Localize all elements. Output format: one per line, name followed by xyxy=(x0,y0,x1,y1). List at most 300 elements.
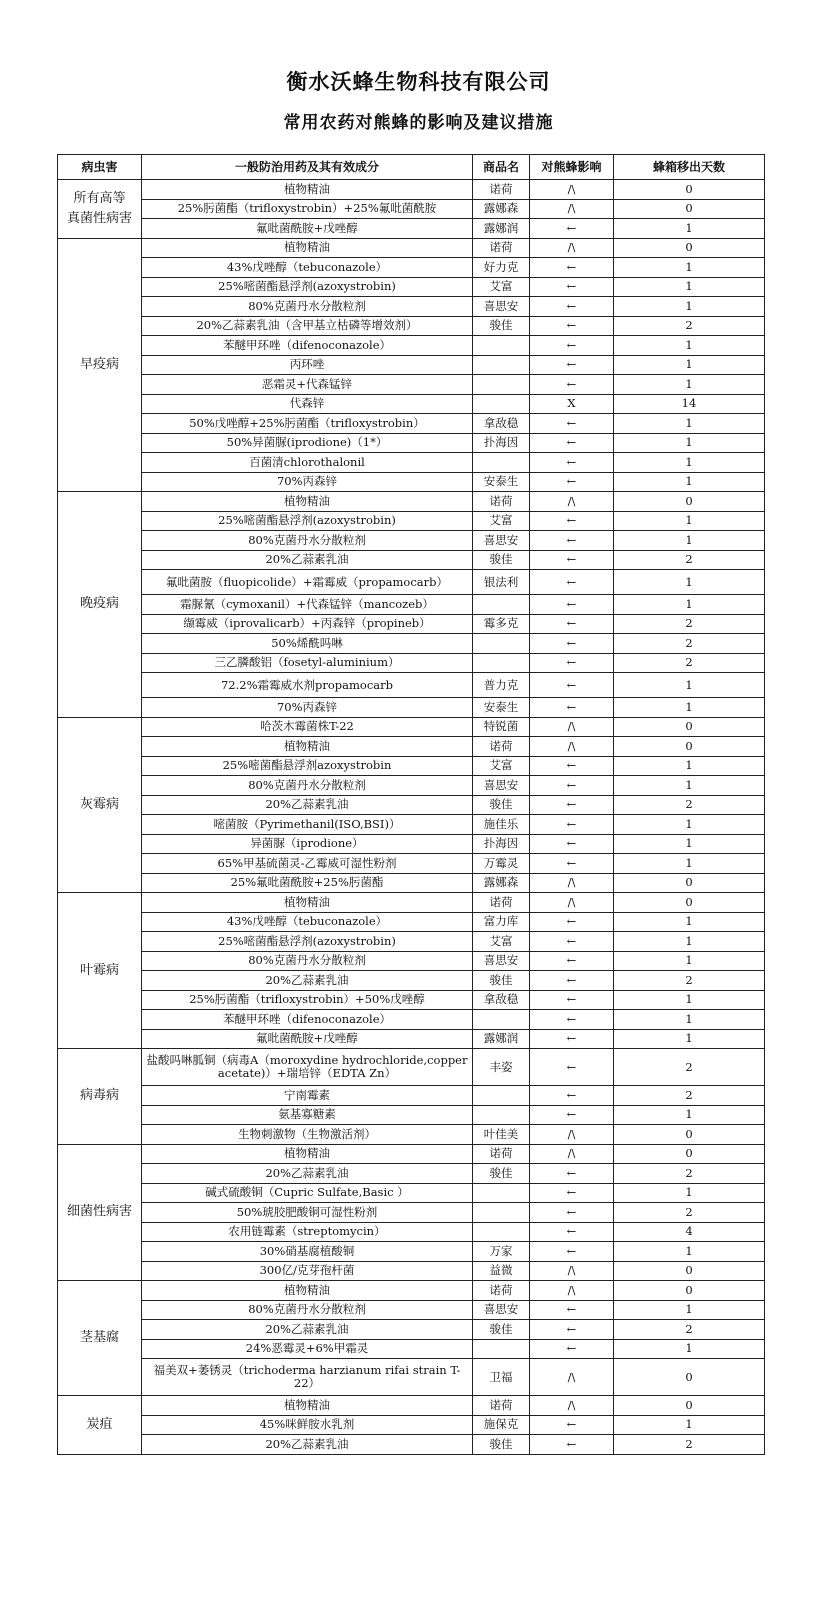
hive-days-cell: 14 xyxy=(614,394,765,414)
brand-cell: 诺荷 xyxy=(473,737,530,757)
hive-days-cell: 1 xyxy=(614,1029,765,1049)
ingredient-cell: 20%乙蒜素乳油 xyxy=(142,550,473,570)
hive-days-cell: 1 xyxy=(614,355,765,375)
table-row xyxy=(58,990,765,1010)
bee-impact-cell: ← xyxy=(530,511,614,531)
brand-cell: 诺荷 xyxy=(473,893,530,913)
brand-cell xyxy=(473,336,530,356)
hive-days-cell: 1 xyxy=(614,1415,765,1435)
bee-impact-cell: /\ xyxy=(530,1261,614,1281)
ingredient-cell: 福美双+萎锈灵（trichoderma harzianum rifai strain T-22） xyxy=(142,1359,473,1396)
table-row xyxy=(58,756,765,776)
hive-days-cell: 1 xyxy=(614,414,765,434)
header-brand: 商品名 xyxy=(473,155,530,180)
bee-impact-cell: ← xyxy=(530,1222,614,1242)
table-row xyxy=(58,199,765,219)
table-row xyxy=(58,355,765,375)
disease-cell: 所有高等 真菌性病害 xyxy=(58,180,142,239)
disease-cell: 细菌性病害 xyxy=(58,1144,142,1281)
hive-days-cell: 2 xyxy=(614,550,765,570)
brand-cell xyxy=(473,1105,530,1125)
hive-days-cell: 0 xyxy=(614,1125,765,1145)
table-row xyxy=(58,717,765,737)
brand-cell xyxy=(473,634,530,654)
brand-cell xyxy=(473,1010,530,1030)
ingredient-cell: 盐酸吗啉胍铜（病毒A（moroxydine hydrochloride,copper acetate)）+瑞培锌（EDTA Zn） xyxy=(142,1049,473,1086)
bee-impact-cell: ← xyxy=(530,219,614,239)
table-row xyxy=(58,834,765,854)
table-row xyxy=(58,258,765,278)
hive-days-cell: 2 xyxy=(614,971,765,991)
bee-impact-cell: ← xyxy=(530,453,614,473)
brand-cell: 叶佳美 xyxy=(473,1125,530,1145)
brand-cell: 银法利 xyxy=(473,570,530,595)
brand-cell: 安泰生 xyxy=(473,698,530,718)
header-disease: 病虫害 xyxy=(58,155,142,180)
table-row xyxy=(58,1164,765,1184)
bee-impact-cell: ← xyxy=(530,614,614,634)
hive-days-cell: 1 xyxy=(614,258,765,278)
table-row xyxy=(58,1320,765,1340)
bee-impact-cell: ← xyxy=(530,375,614,395)
ingredient-cell: 氟吡菌酰胺+戊唑醇 xyxy=(142,219,473,239)
disease-cell: 炭疽 xyxy=(58,1396,142,1455)
bee-impact-cell: ← xyxy=(530,336,614,356)
ingredient-cell: 生物刺激物（生物激活剂） xyxy=(142,1125,473,1145)
bee-impact-cell: ← xyxy=(530,1164,614,1184)
brand-cell: 喜思安 xyxy=(473,531,530,551)
table-row xyxy=(58,634,765,654)
bee-impact-cell: ← xyxy=(530,355,614,375)
brand-cell: 万家 xyxy=(473,1242,530,1262)
table-row xyxy=(58,1125,765,1145)
bee-impact-cell: ← xyxy=(530,277,614,297)
hive-days-cell: 0 xyxy=(614,1281,765,1301)
brand-cell: 露娜森 xyxy=(473,199,530,219)
ingredient-cell: 43%戊唑醇（tebuconazole） xyxy=(142,912,473,932)
ingredient-cell: 农用链霉素（streptomycin） xyxy=(142,1222,473,1242)
brand-cell: 好力克 xyxy=(473,258,530,278)
bee-impact-cell: /\ xyxy=(530,238,614,258)
hive-days-cell: 2 xyxy=(614,1164,765,1184)
brand-cell: 艾富 xyxy=(473,756,530,776)
hive-days-cell: 1 xyxy=(614,570,765,595)
ingredient-cell: 50%异菌脲(iprodione)（1*） xyxy=(142,433,473,453)
ingredient-cell: 20%乙蒜素乳油（含甲基立枯磷等增效剂） xyxy=(142,316,473,336)
table-row xyxy=(58,873,765,893)
bee-impact-cell: /\ xyxy=(530,180,614,200)
hive-days-cell: 1 xyxy=(614,756,765,776)
ingredient-cell: 80%克菌丹水分散粒剂 xyxy=(142,1300,473,1320)
ingredient-cell: 三乙膦酸铝（fosetyl-aluminium） xyxy=(142,653,473,673)
bee-impact-cell: ← xyxy=(530,1203,614,1223)
brand-cell: 诺荷 xyxy=(473,492,530,512)
brand-cell: 卫福 xyxy=(473,1359,530,1396)
ingredient-cell: 植物精油 xyxy=(142,737,473,757)
brand-cell: 丰姿 xyxy=(473,1049,530,1086)
table-row xyxy=(58,375,765,395)
brand-cell: 扑海因 xyxy=(473,834,530,854)
hive-days-cell: 1 xyxy=(614,1339,765,1359)
table-row xyxy=(58,394,765,414)
ingredient-cell: 植物精油 xyxy=(142,1144,473,1164)
brand-cell xyxy=(473,653,530,673)
hive-days-cell: 1 xyxy=(614,912,765,932)
disease-cell: 晚疫病 xyxy=(58,492,142,718)
hive-days-cell: 4 xyxy=(614,1222,765,1242)
ingredient-cell: 植物精油 xyxy=(142,1396,473,1416)
brand-cell: 霉多克 xyxy=(473,614,530,634)
table-row xyxy=(58,238,765,258)
brand-cell: 露娜润 xyxy=(473,1029,530,1049)
table-row xyxy=(58,219,765,239)
brand-cell: 骏佳 xyxy=(473,971,530,991)
hive-days-cell: 2 xyxy=(614,1086,765,1106)
header-bee-impact: 对熊蜂影响 xyxy=(530,155,614,180)
hive-days-cell: 0 xyxy=(614,199,765,219)
ingredient-cell: 植物精油 xyxy=(142,893,473,913)
hive-days-cell: 1 xyxy=(614,297,765,317)
hive-days-cell: 2 xyxy=(614,634,765,654)
hive-days-cell: 1 xyxy=(614,1183,765,1203)
table-row xyxy=(58,737,765,757)
bee-impact-cell: /\ xyxy=(530,893,614,913)
brand-cell: 拿敌稳 xyxy=(473,990,530,1010)
table-row xyxy=(58,1222,765,1242)
table-row xyxy=(58,1105,765,1125)
brand-cell: 拿敌稳 xyxy=(473,414,530,434)
bee-impact-cell: ← xyxy=(530,316,614,336)
brand-cell: 富力库 xyxy=(473,912,530,932)
bee-impact-cell: ← xyxy=(530,673,614,698)
table-row xyxy=(58,1086,765,1106)
bee-impact-cell: ← xyxy=(530,1300,614,1320)
bee-impact-cell: ← xyxy=(530,854,614,874)
bee-impact-cell: /\ xyxy=(530,873,614,893)
bee-impact-cell: ← xyxy=(530,912,614,932)
brand-cell xyxy=(473,355,530,375)
table-header-row xyxy=(58,155,765,180)
hive-days-cell: 1 xyxy=(614,277,765,297)
ingredient-cell: 43%戊唑醇（tebuconazole） xyxy=(142,258,473,278)
company-title: 衡水沃蜂生物科技有限公司 xyxy=(286,70,551,94)
hive-days-cell: 2 xyxy=(614,316,765,336)
bee-impact-cell: ← xyxy=(530,815,614,835)
hive-days-cell: 1 xyxy=(614,932,765,952)
ingredient-cell: 苯醚甲环唑（difenoconazole） xyxy=(142,336,473,356)
ingredient-cell: 植物精油 xyxy=(142,492,473,512)
ingredient-cell: 72.2%霜霉威水剂propamocarb xyxy=(142,673,473,698)
brand-cell: 诺荷 xyxy=(473,1144,530,1164)
bee-impact-cell: ← xyxy=(530,1415,614,1435)
brand-cell: 施佳乐 xyxy=(473,815,530,835)
brand-cell: 露娜润 xyxy=(473,219,530,239)
table-row xyxy=(58,614,765,634)
ingredient-cell: 代森锌 xyxy=(142,394,473,414)
table-row xyxy=(58,531,765,551)
hive-days-cell: 1 xyxy=(614,472,765,492)
table-row xyxy=(58,1435,765,1455)
table-row xyxy=(58,932,765,952)
table-row xyxy=(58,912,765,932)
ingredient-cell: 异菌脲（iprodione） xyxy=(142,834,473,854)
bee-impact-cell: ← xyxy=(530,1320,614,1340)
brand-cell: 露娜森 xyxy=(473,873,530,893)
bee-impact-cell: ← xyxy=(530,834,614,854)
hive-days-cell: 0 xyxy=(614,737,765,757)
bee-impact-cell: ← xyxy=(530,1105,614,1125)
brand-cell: 喜思安 xyxy=(473,297,530,317)
brand-cell: 诺荷 xyxy=(473,238,530,258)
ingredient-cell: 80%克菌丹水分散粒剂 xyxy=(142,531,473,551)
ingredient-cell: 80%克菌丹水分散粒剂 xyxy=(142,297,473,317)
table-row xyxy=(58,795,765,815)
table-row xyxy=(58,316,765,336)
bee-impact-cell: ← xyxy=(530,1242,614,1262)
hive-days-cell: 1 xyxy=(614,1242,765,1262)
bee-impact-cell: ← xyxy=(530,1183,614,1203)
ingredient-cell: 20%乙蒜素乳油 xyxy=(142,971,473,991)
bee-impact-cell: ← xyxy=(530,1029,614,1049)
hive-days-cell: 1 xyxy=(614,433,765,453)
table-row xyxy=(58,971,765,991)
bee-impact-cell: ← xyxy=(530,795,614,815)
hive-days-cell: 1 xyxy=(614,776,765,796)
table-row xyxy=(58,472,765,492)
hive-days-cell: 0 xyxy=(614,893,765,913)
brand-cell: 骏佳 xyxy=(473,1164,530,1184)
bee-impact-cell: /\ xyxy=(530,1359,614,1396)
brand-cell: 安泰生 xyxy=(473,472,530,492)
disease-cell: 病毒病 xyxy=(58,1049,142,1145)
hive-days-cell: 2 xyxy=(614,1049,765,1086)
hive-days-cell: 0 xyxy=(614,1261,765,1281)
brand-cell xyxy=(473,375,530,395)
bee-impact-cell: /\ xyxy=(530,492,614,512)
ingredient-cell: 50%戊唑醇+25%肟菌酯（trifloxystrobin） xyxy=(142,414,473,434)
bee-impact-cell: ← xyxy=(530,951,614,971)
brand-cell xyxy=(473,1086,530,1106)
hive-days-cell: 1 xyxy=(614,1300,765,1320)
ingredient-cell: 20%乙蒜素乳油 xyxy=(142,1435,473,1455)
ingredient-cell: 缬霉威（iprovalicarb）+丙森锌（propineb） xyxy=(142,614,473,634)
bee-impact-cell: ← xyxy=(530,472,614,492)
bee-impact-cell: /\ xyxy=(530,737,614,757)
header-ingredient: 一般防治用药及其有效成分 xyxy=(142,155,473,180)
hive-days-cell: 0 xyxy=(614,492,765,512)
hive-days-cell: 0 xyxy=(614,1396,765,1416)
brand-cell xyxy=(473,394,530,414)
hive-days-cell: 1 xyxy=(614,815,765,835)
bee-impact-cell: ← xyxy=(530,756,614,776)
ingredient-cell: 70%丙森锌 xyxy=(142,472,473,492)
hive-days-cell: 1 xyxy=(614,1010,765,1030)
ingredient-cell: 苯醚甲环唑（difenoconazole） xyxy=(142,1010,473,1030)
ingredient-cell: 宁南霉素 xyxy=(142,1086,473,1106)
bee-impact-cell: ← xyxy=(530,1339,614,1359)
ingredient-cell: 50%琥胶肥酸铜可湿性粉剂 xyxy=(142,1203,473,1223)
bee-impact-cell: ← xyxy=(530,634,614,654)
ingredient-cell: 25%嘧菌酯悬浮剂azoxystrobin xyxy=(142,756,473,776)
ingredient-cell: 霜脲氰（cymoxanil）+代森锰锌（mancozeb） xyxy=(142,595,473,615)
ingredient-cell: 嘧菌胺（Pyrimethanil(ISO,BSI)） xyxy=(142,815,473,835)
bee-impact-cell: ← xyxy=(530,433,614,453)
table-row xyxy=(58,1396,765,1416)
hive-days-cell: 2 xyxy=(614,795,765,815)
bee-impact-cell: ← xyxy=(530,1049,614,1086)
ingredient-cell: 70%丙森锌 xyxy=(142,698,473,718)
table-row xyxy=(58,951,765,971)
bee-impact-cell: ← xyxy=(530,414,614,434)
table-row xyxy=(58,492,765,512)
brand-cell xyxy=(473,1222,530,1242)
brand-cell: 艾富 xyxy=(473,277,530,297)
table-row xyxy=(58,1415,765,1435)
hive-days-cell: 0 xyxy=(614,238,765,258)
table-row xyxy=(58,1359,765,1396)
bee-impact-cell: ← xyxy=(530,990,614,1010)
brand-cell xyxy=(473,1203,530,1223)
table-row xyxy=(58,180,765,200)
table-row xyxy=(58,653,765,673)
hive-days-cell: 1 xyxy=(614,531,765,551)
ingredient-cell: 25%肟菌酯（trifloxystrobin）+50%戊唑醇 xyxy=(142,990,473,1010)
hive-days-cell: 1 xyxy=(614,453,765,473)
bee-impact-cell: ← xyxy=(530,971,614,991)
table-row xyxy=(58,673,765,698)
brand-cell: 万霉灵 xyxy=(473,854,530,874)
hive-days-cell: 1 xyxy=(614,1105,765,1125)
table-row xyxy=(58,1281,765,1301)
ingredient-cell: 80%克菌丹水分散粒剂 xyxy=(142,776,473,796)
table-row xyxy=(58,776,765,796)
bee-impact-cell: /\ xyxy=(530,1281,614,1301)
ingredient-cell: 百菌清chlorothalonil xyxy=(142,453,473,473)
hive-days-cell: 1 xyxy=(614,336,765,356)
hive-days-cell: 1 xyxy=(614,219,765,239)
bee-impact-cell: X xyxy=(530,394,614,414)
hive-days-cell: 1 xyxy=(614,595,765,615)
bee-impact-cell: /\ xyxy=(530,199,614,219)
ingredient-cell: 氨基寡糖素 xyxy=(142,1105,473,1125)
ingredient-cell: 25%嘧菌酯悬浮剂(azoxystrobin) xyxy=(142,932,473,952)
bee-impact-cell: ← xyxy=(530,1010,614,1030)
hive-days-cell: 2 xyxy=(614,1435,765,1455)
disease-cell: 灰霉病 xyxy=(58,717,142,893)
table-row xyxy=(58,277,765,297)
table-row xyxy=(58,698,765,718)
hive-days-cell: 2 xyxy=(614,1203,765,1223)
hive-days-cell: 2 xyxy=(614,653,765,673)
brand-cell: 喜思安 xyxy=(473,776,530,796)
hive-days-cell: 0 xyxy=(614,873,765,893)
bee-impact-cell: /\ xyxy=(530,1125,614,1145)
table-row xyxy=(58,511,765,531)
pesticide-table xyxy=(57,154,765,1455)
ingredient-cell: 20%乙蒜素乳油 xyxy=(142,795,473,815)
bee-impact-cell: ← xyxy=(530,550,614,570)
ingredient-cell: 恶霜灵+代森锰锌 xyxy=(142,375,473,395)
document-subtitle: 常用农药对熊蜂的影响及建议措施 xyxy=(283,113,554,133)
table-row xyxy=(58,1203,765,1223)
table-row xyxy=(58,414,765,434)
hive-days-cell: 2 xyxy=(614,614,765,634)
brand-cell: 诺荷 xyxy=(473,180,530,200)
bee-impact-cell: ← xyxy=(530,570,614,595)
hive-days-cell: 0 xyxy=(614,1359,765,1396)
bee-impact-cell: /\ xyxy=(530,717,614,737)
header-hive-days: 蜂箱移出天数 xyxy=(614,155,765,180)
brand-cell: 骏佳 xyxy=(473,550,530,570)
ingredient-cell: 25%肟菌酯（trifloxystrobin）+25%氟吡菌酰胺 xyxy=(142,199,473,219)
bee-impact-cell: ← xyxy=(530,698,614,718)
brand-cell: 普力克 xyxy=(473,673,530,698)
brand-cell: 骏佳 xyxy=(473,1435,530,1455)
ingredient-cell: 20%乙蒜素乳油 xyxy=(142,1164,473,1184)
table-row xyxy=(58,1049,765,1086)
hive-days-cell: 0 xyxy=(614,1144,765,1164)
hive-days-cell: 1 xyxy=(614,375,765,395)
hive-days-cell: 1 xyxy=(614,854,765,874)
ingredient-cell: 氟吡菌酰胺+戊唑醇 xyxy=(142,1029,473,1049)
bee-impact-cell: ← xyxy=(530,595,614,615)
table-row xyxy=(58,854,765,874)
brand-cell: 诺荷 xyxy=(473,1396,530,1416)
table-row xyxy=(58,595,765,615)
table-row xyxy=(58,1300,765,1320)
hive-days-cell: 1 xyxy=(614,990,765,1010)
bee-impact-cell: ← xyxy=(530,258,614,278)
brand-cell: 扑海因 xyxy=(473,433,530,453)
bee-impact-cell: /\ xyxy=(530,1396,614,1416)
table-body xyxy=(58,180,765,1455)
brand-cell xyxy=(473,1339,530,1359)
brand-cell: 喜思安 xyxy=(473,951,530,971)
ingredient-cell: 25%嘧菌酯悬浮剂(azoxystrobin) xyxy=(142,277,473,297)
table-row xyxy=(58,893,765,913)
table-row xyxy=(58,453,765,473)
hive-days-cell: 0 xyxy=(614,180,765,200)
bee-impact-cell: /\ xyxy=(530,1144,614,1164)
hive-days-cell: 1 xyxy=(614,834,765,854)
ingredient-cell: 50%烯酰吗啉 xyxy=(142,634,473,654)
table-row xyxy=(58,1029,765,1049)
hive-days-cell: 2 xyxy=(614,1320,765,1340)
brand-cell xyxy=(473,595,530,615)
table-row xyxy=(58,1261,765,1281)
table-row xyxy=(58,1242,765,1262)
disease-cell: 叶霉病 xyxy=(58,893,142,1049)
brand-cell: 艾富 xyxy=(473,932,530,952)
hive-days-cell: 1 xyxy=(614,511,765,531)
brand-cell: 骏佳 xyxy=(473,316,530,336)
brand-cell: 骏佳 xyxy=(473,1320,530,1340)
disease-cell: 早疫病 xyxy=(58,238,142,492)
ingredient-cell: 20%乙蒜素乳油 xyxy=(142,1320,473,1340)
brand-cell xyxy=(473,1183,530,1203)
ingredient-cell: 24%恶霉灵+6%甲霜灵 xyxy=(142,1339,473,1359)
bee-impact-cell: ← xyxy=(530,653,614,673)
bee-impact-cell: ← xyxy=(530,776,614,796)
hive-days-cell: 0 xyxy=(614,717,765,737)
ingredient-cell: 植物精油 xyxy=(142,238,473,258)
brand-cell: 艾富 xyxy=(473,511,530,531)
brand-cell xyxy=(473,453,530,473)
table-row xyxy=(58,1339,765,1359)
table-row xyxy=(58,815,765,835)
bee-impact-cell: ← xyxy=(530,297,614,317)
hive-days-cell: 1 xyxy=(614,673,765,698)
